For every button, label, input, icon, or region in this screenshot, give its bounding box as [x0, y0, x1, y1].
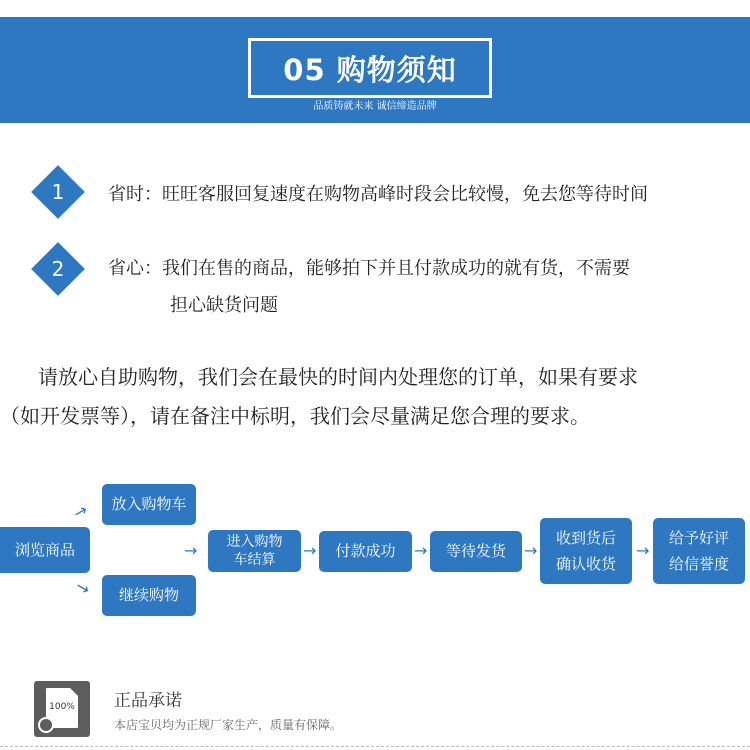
- promise-title: 正品承诺: [114, 691, 182, 711]
- badge-percent: 100%: [49, 702, 75, 712]
- promise-description: 本店宝贝均为正规厂家生产，质量有保障。: [114, 718, 343, 732]
- flow-browse: [0, 527, 90, 573]
- title-frame: [248, 38, 492, 98]
- paragraph-line-2: （如开发票等），请在备注中标明，我们会尽量满足您合理的要求。: [0, 404, 590, 428]
- header-banner: [0, 17, 750, 123]
- bottom-divider: [0, 746, 750, 747]
- flow-continue-shopping: [102, 575, 196, 616]
- flow-confirm-receipt: [540, 518, 632, 584]
- flow-add-to-cart-label: 放入购物车: [111, 495, 187, 513]
- arrow-icon: →: [414, 541, 428, 560]
- flow-confirm-receipt-label: 收到货后 确认收货: [555, 529, 616, 573]
- bullet-1: [39, 173, 77, 211]
- seal-icon: [38, 717, 54, 733]
- bullet-number: 2: [51, 257, 65, 281]
- flow-pay-success-label: 付款成功: [335, 542, 396, 560]
- flow-add-to-cart: [102, 484, 196, 525]
- note-line-1: 省时：旺旺客服回复速度在购物高峰时段会比较慢，免去您等待时间: [108, 184, 648, 205]
- flow-continue-shopping-label: 继续购物: [118, 586, 179, 604]
- slogan-text: 品质铸就未来 诚信缔造品牌: [307, 101, 442, 112]
- paragraph-line-1: 请放心自助购物，我们会在最快的时间内处理您的订单，如果有要求: [38, 365, 638, 389]
- flow-browse-label: 浏览商品: [14, 540, 75, 559]
- flow-review: [653, 518, 745, 584]
- bullet-2: [39, 250, 77, 288]
- flow-checkout: [208, 530, 301, 572]
- flow-review-label: 给予好评 给信誉度: [668, 529, 729, 573]
- arrow-icon: →: [303, 541, 317, 560]
- page-title: 05 购物须知: [277, 48, 462, 89]
- slogan: [0, 94, 750, 113]
- arrow-icon: →: [72, 575, 94, 600]
- arrow-icon: →: [69, 499, 92, 524]
- certificate-icon: [34, 681, 90, 737]
- flow-checkout-label: 进入购物 车结算: [226, 534, 283, 568]
- bullet-number: 1: [51, 180, 65, 204]
- flow-await-shipping: [430, 531, 522, 572]
- note-line-2: 省心：我们在售的商品，能够拍下并且付款成功的就有货，不需要: [108, 258, 630, 279]
- note-line-2-continuation: 担心缺货问题: [170, 295, 278, 316]
- arrow-icon: →: [184, 541, 198, 560]
- arrow-icon: →: [524, 541, 538, 560]
- flow-pay-success: [319, 531, 412, 572]
- flow-await-shipping-label: 等待发货: [445, 542, 506, 560]
- arrow-icon: →: [636, 541, 650, 560]
